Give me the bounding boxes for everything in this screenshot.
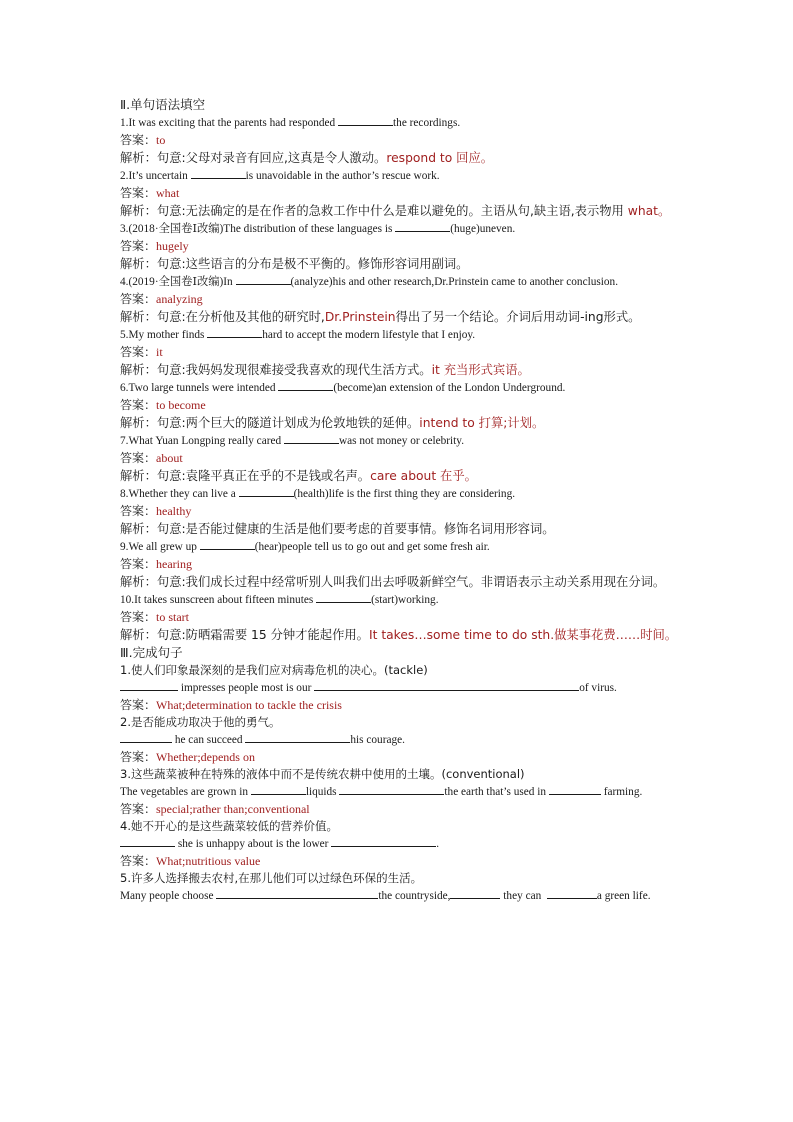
sentence-text: the earth that’s used in <box>444 786 549 798</box>
question-7 <box>120 432 680 450</box>
section-title: Ⅲ.完成句子 <box>120 645 183 660</box>
explanation-label: 解析： <box>120 310 157 324</box>
question-text: 8.Whether they can live a <box>120 488 239 500</box>
answer-row <box>120 801 680 818</box>
answer-blank[interactable] <box>239 485 294 497</box>
explanation-text: 得出了另一个结论。介词后用动词-ing形式。 <box>395 310 641 324</box>
question-text: is unavoidable in the author’s rescue work. <box>245 170 440 182</box>
explanation-text: 句意:袁隆平真正在乎的不是钱或名声。 <box>156 469 371 483</box>
explanation-text: 句意:我们成长过程中经常听别人叫我们出去呼吸新鲜空气。非谓语表示主动关系用现在分词。 <box>156 575 666 589</box>
sentence-text: they can <box>500 890 545 902</box>
explanation-text: 句意:防晒霜需要 15 分钟才能起作用。 <box>156 628 369 642</box>
answer-blank[interactable] <box>331 835 436 847</box>
explanation-label: 解析： <box>120 257 157 271</box>
answer-row <box>120 853 680 870</box>
answer-value: to <box>156 133 166 147</box>
question-5 <box>120 326 680 344</box>
answer-blank[interactable] <box>200 538 255 550</box>
explanation-text: 句意:两个巨大的隧道计划成为伦敦地铁的延伸。 <box>156 416 420 430</box>
answer-blank[interactable] <box>339 783 444 795</box>
explanation-row <box>120 149 680 167</box>
explanation-row <box>120 467 680 485</box>
question-text: 9.We all grew up <box>120 541 200 553</box>
answer-row <box>120 344 680 361</box>
answer-blank[interactable] <box>120 835 175 847</box>
sentence-text: of virus. <box>579 682 617 694</box>
question-6 <box>120 379 680 397</box>
question-8 <box>120 485 680 503</box>
answer-label: 答案： <box>120 345 157 359</box>
answer-label: 答案： <box>120 750 157 764</box>
sentence-text: The vegetables are grown in <box>120 786 251 798</box>
answer-blank[interactable] <box>316 591 371 603</box>
answer-blank[interactable] <box>338 114 393 126</box>
sentence-text: a green life. <box>596 890 651 902</box>
sentence-text: impresses people most is our <box>178 682 315 694</box>
answer-blank[interactable] <box>314 679 579 691</box>
sentence-line <box>120 887 680 905</box>
question-text: 5.My mother finds <box>120 329 208 341</box>
explanation-row <box>120 202 680 220</box>
explanation-row <box>120 308 680 326</box>
question-2 <box>120 167 680 185</box>
explanation-label: 解析： <box>120 522 157 536</box>
answer-blank[interactable] <box>450 887 500 899</box>
answer-value: it <box>156 345 163 359</box>
answer-blank[interactable] <box>245 731 350 743</box>
question-10 <box>120 591 680 609</box>
answer-row <box>120 697 680 714</box>
answer-blank[interactable] <box>547 887 597 899</box>
question-text: (huge)uneven. <box>450 223 516 235</box>
answer-label: 答案： <box>120 292 157 306</box>
explanation-note: intend to 打算;计划。 <box>419 416 545 430</box>
answer-row <box>120 132 680 149</box>
section-title: Ⅱ.单句语法填空 <box>120 97 206 112</box>
question-text: (health)life is the first thing they are considering. <box>293 488 516 500</box>
answer-blank[interactable] <box>251 783 306 795</box>
explanation-row <box>120 520 680 538</box>
sentence-text: farming. <box>603 786 643 798</box>
answer-blank[interactable] <box>284 432 339 444</box>
answer-label: 答案： <box>120 239 157 253</box>
answer-label: 答案： <box>120 610 157 624</box>
question-text: (hear)people tell us to go out and get some fresh air. <box>254 541 490 553</box>
answer-value: about <box>156 451 183 465</box>
question-text: 3.(2018·全国卷Ⅰ改编)The distribution of these languages is <box>120 223 396 235</box>
answer-label: 答案： <box>120 133 157 147</box>
answer-label: 答案： <box>120 854 157 868</box>
answer-blank[interactable] <box>278 379 333 391</box>
explanation-label: 解析： <box>120 628 157 642</box>
explanation-text: 句意:这些语言的分布是极不平衡的。修饰形容词用副词。 <box>156 257 469 271</box>
sentence-prompt: 3.这些蔬菜被种在特殊的液体中而不是传统农耕中使用的土壤。(conventional) <box>120 767 525 781</box>
answer-label: 答案： <box>120 802 157 816</box>
answer-row <box>120 291 680 308</box>
explanation-text: 句意:无法确定的是在作者的急救工作中什么是难以避免的。主语从句,缺主语,表示物用 <box>156 204 624 218</box>
explanation-note: It takes…some time to do sth.做某事花费……时间。 <box>368 628 678 642</box>
sentence-prompt: 5.许多人选择搬去农村,在那儿他们可以过绿色环保的生活。 <box>120 871 423 885</box>
answer-label: 答案： <box>120 504 157 518</box>
answer-value: to become <box>156 398 206 412</box>
answer-row <box>120 503 680 520</box>
explanation-note: care about 在乎。 <box>370 469 477 483</box>
question-text: 7.What Yuan Longping really cared <box>120 435 284 447</box>
answer-value: hearing <box>156 557 192 571</box>
answer-row <box>120 556 680 573</box>
answer-row <box>120 397 680 414</box>
question-text: hard to accept the modern lifestyle that I enjoy. <box>262 329 476 341</box>
answer-row <box>120 238 680 255</box>
answer-blank[interactable] <box>207 326 262 338</box>
sentence-line <box>120 835 680 853</box>
answer-label: 答案： <box>120 557 157 571</box>
explanation-text: 句意:在分析他及其他的研究时, <box>156 310 325 324</box>
explanation-text: 句意:是否能过健康的生活是他们要考虑的首要事情。修饰名词用形容词。 <box>156 522 555 536</box>
explanation-label: 解析： <box>120 363 157 377</box>
sentence-line <box>120 783 680 801</box>
explanation-row <box>120 361 680 379</box>
answer-row <box>120 185 680 202</box>
sentence-text: . <box>436 838 440 850</box>
question-text: 2.It’s uncertain <box>120 170 191 182</box>
worksheet-page <box>120 96 680 905</box>
sentence-prompt: 2.是否能成功取决于他的勇气。 <box>120 715 281 729</box>
answer-blank[interactable] <box>120 731 172 743</box>
question-text: (become)an extension of the London Underground. <box>333 382 566 394</box>
question-9 <box>120 538 680 556</box>
answer-value: Whether;depends on <box>156 750 255 764</box>
explanation-text: 句意:我妈妈发现很难接受我喜欢的现代生活方式。 <box>156 363 432 377</box>
sentence-line <box>120 731 680 749</box>
answer-blank[interactable] <box>216 887 378 899</box>
explanation-text: 句意:父母对录音有回应,这真是令人激动。 <box>156 151 387 165</box>
explanation-label: 解析： <box>120 416 157 430</box>
answer-value: analyzing <box>156 292 203 306</box>
question-text: the recordings. <box>393 117 461 129</box>
question-text: 4.(2019·全国卷Ⅰ改编)In <box>120 276 236 288</box>
answer-value: hugely <box>156 239 189 253</box>
question-text: (analyze)his and other research,Dr.Prinstein came to another conclusion. <box>290 276 619 288</box>
explanation-row <box>120 573 680 591</box>
question-text: was not money or celebrity. <box>338 435 465 447</box>
answer-value: special;rather than;conventional <box>156 802 310 816</box>
question-1 <box>120 114 680 132</box>
sentence-text: his courage. <box>350 734 405 746</box>
sentence-text: Many people choose <box>120 890 217 902</box>
answer-label: 答案： <box>120 451 157 465</box>
question-text: 6.Two large tunnels were intended <box>120 382 279 394</box>
answer-value: What;determination to tackle the crisis <box>156 698 342 712</box>
explanation-row <box>120 255 680 273</box>
explanation-note: it 充当形式宾语。 <box>431 363 530 377</box>
answer-blank[interactable] <box>395 220 450 232</box>
sentence-line <box>120 679 680 697</box>
explanation-note: Dr.Prinstein <box>324 310 396 324</box>
sentence-prompt: 1.使人们印象最深刻的是我们应对病毒危机的决心。(tackle) <box>120 663 428 677</box>
answer-value: to start <box>156 610 190 624</box>
explanation-row <box>120 626 680 644</box>
answer-value: healthy <box>156 504 192 518</box>
explanation-label: 解析： <box>120 575 157 589</box>
explanation-note: what。 <box>623 204 671 218</box>
sentence-prompt: 4.她不开心的是这些蔬菜较低的营养价值。 <box>120 819 338 833</box>
explanation-label: 解析： <box>120 469 157 483</box>
question-text: (start)working. <box>371 594 439 606</box>
answer-row <box>120 450 680 467</box>
explanation-label: 解析： <box>120 204 157 218</box>
sentence-text: liquids <box>305 786 340 798</box>
sentence-text: the countryside, <box>378 890 451 902</box>
answer-value: What;nutritious value <box>156 854 261 868</box>
explanation-label: 解析： <box>120 151 157 165</box>
question-4 <box>120 273 680 291</box>
sentence-text: she is unhappy about is the lower <box>175 838 332 850</box>
answer-row <box>120 749 680 766</box>
answer-blank[interactable] <box>236 273 291 285</box>
explanation-row <box>120 414 680 432</box>
answer-label: 答案： <box>120 398 157 412</box>
answer-row <box>120 609 680 626</box>
question-text: 10.It takes sunscreen about fifteen minutes <box>120 594 317 606</box>
answer-label: 答案： <box>120 186 157 200</box>
answer-blank[interactable] <box>549 783 601 795</box>
question-text: 1.It was exciting that the parents had responded <box>120 117 339 129</box>
answer-label: 答案： <box>120 698 157 712</box>
sentence-text: he can succeed <box>172 734 246 746</box>
answer-blank[interactable] <box>120 679 178 691</box>
explanation-note: respond to 回应。 <box>386 151 494 165</box>
question-3 <box>120 220 680 238</box>
answer-blank[interactable] <box>191 167 246 179</box>
answer-value: what <box>156 186 180 200</box>
